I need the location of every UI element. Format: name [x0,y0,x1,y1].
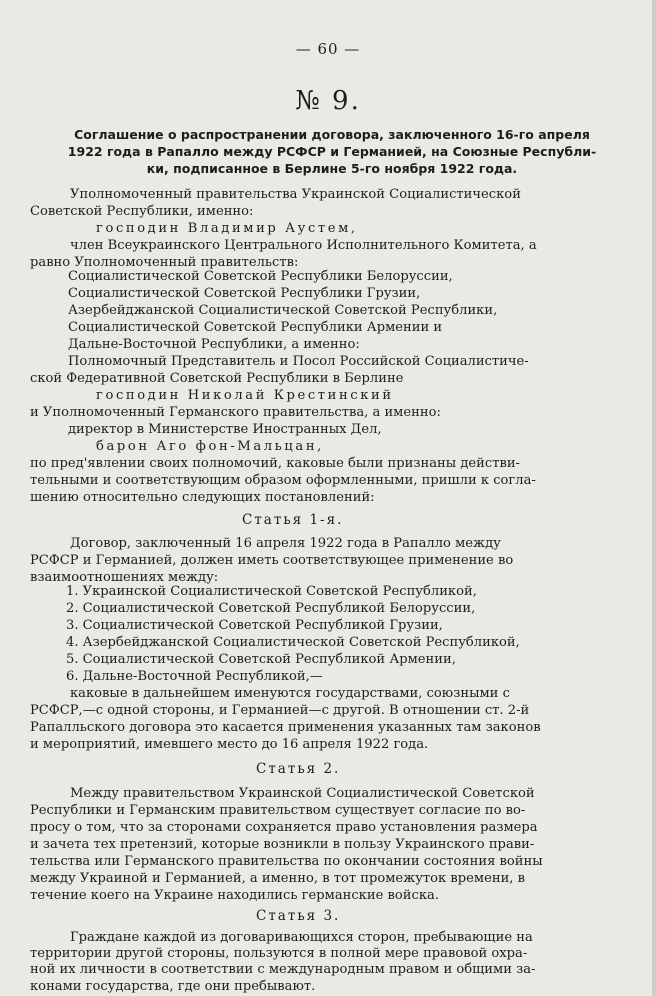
text-line: взаимоотношениях между: [30,570,219,585]
text-line: каковые в дальнейшем именуются государствами, союзными с [70,686,510,701]
title-line: ки, подписанное в Берлине 5-го ноября 1922 года. [146,161,518,176]
article-heading: Статья 3. [256,908,341,924]
text-line: Социалистической Советской Республики Белоруссии, [68,269,453,284]
text-line: барон Аго фон-Мальцан, [96,439,324,454]
text-line: между Украиной и Германией, а именно, в тот промежуток времени, в [30,871,525,886]
title-line: Соглашение о распространении договора, заключенного 16-го апреля [74,127,590,142]
text-line: и Уполномоченный Германского правительства, а именно: [30,405,441,420]
text-line: Рапалльского договора это касается применения указанных там законов [30,720,541,735]
text-line: территории другой стороны, пользуются в полной мере правовой охра- [30,946,528,961]
text-line: Советской Республики, именно: [30,204,254,219]
list-item: 4. Азербейджанской Социалистической Советской Республикой, [66,635,520,650]
list-item: 6. Дальне-Восточной Республикой,— [66,669,323,684]
text-line: Уполномоченный правительства Украинской Социалистической [70,187,521,202]
text-line: ской Федеративной Советской Республики в Берлине [30,371,404,386]
text-line: и зачета тех претензий, которые возникли в пользу Украинского прави- [30,837,535,852]
text-line: Договор, заключенный 16 апреля 1922 года в Рапалло между [70,536,501,551]
article-heading: Статья 2. [256,761,341,777]
text-line: господин Николай Крестинский [96,388,394,403]
list-item: 2. Социалистической Советской Республикой Белоруссии, [66,601,476,616]
text-line: Между правительством Украинской Социалистической Советской [70,786,535,801]
text-line: Граждане каждой из договаривающихся сторон, пребывающие на [70,930,533,945]
text-line: просу о том, что за сторонами сохраняется право установления размера [30,820,538,835]
text-line: Республики и Германским правительством существует согласие по во- [30,803,526,818]
text-line: член Всеукраинского Центрального Исполнительного Комитета, а [70,238,537,253]
text-line: господин Владимир Аустем, [96,221,358,236]
text-line: и мероприятий, имевшего место до 16 апреля 1922 года. [30,737,429,752]
text-line: Дальне-Восточной Республики, а именно: [68,337,360,352]
list-item: 5. Социалистической Советской Республикой Армении, [66,652,456,667]
text-line: тельства или Германского правительства по окончании состояния войны [30,854,543,869]
list-item: 3. Социалистической Советской Республикой Грузии, [66,618,443,633]
title-line: 1922 года в Рапалло между РСФСР и Германией, на Союзные Республи- [67,144,597,159]
text-line: ной их личности в соответствии с международным правом и общими за- [30,962,536,977]
document-title [30,126,634,177]
text-line: шению относительно следующих постановлений: [30,490,375,505]
page-number: — 60 — [295,40,361,58]
text-line: конами государства, где они пребывают. [30,979,316,994]
text-line: Социалистической Советской Республики Грузии, [68,286,421,301]
text-line: Полномочный Представитель и Посол Российской Социалистиче- [68,354,529,369]
text-line: по пред'явлении своих полномочий, каковые были признаны действи- [30,456,520,471]
text-line: Азербейджанской Социалистической Советской Республики, [68,303,498,318]
document-number: № 9. [295,86,361,116]
text-line: течение коего на Украине находились германские войска. [30,888,439,903]
list-item: 1. Украинской Социалистической Советской Республикой, [66,584,477,599]
text-line: РСФСР,—с одной стороны, и Германией—с другой. В отношении ст. 2-й [30,703,530,718]
text-line: равно Уполномоченный правительств: [30,255,299,270]
text-line: тельными и соответствующим образом оформленными, пришли к согла- [30,473,536,488]
article-heading: Статья 1-я. [242,512,344,528]
page-edge [652,0,656,996]
text-line: РСФСР и Германией, должен иметь соответствующее применение во [30,553,514,568]
text-line: Социалистической Советской Республики Армении и [68,320,443,335]
text-line: директор в Министерстве Иностранных Дел, [68,422,382,437]
